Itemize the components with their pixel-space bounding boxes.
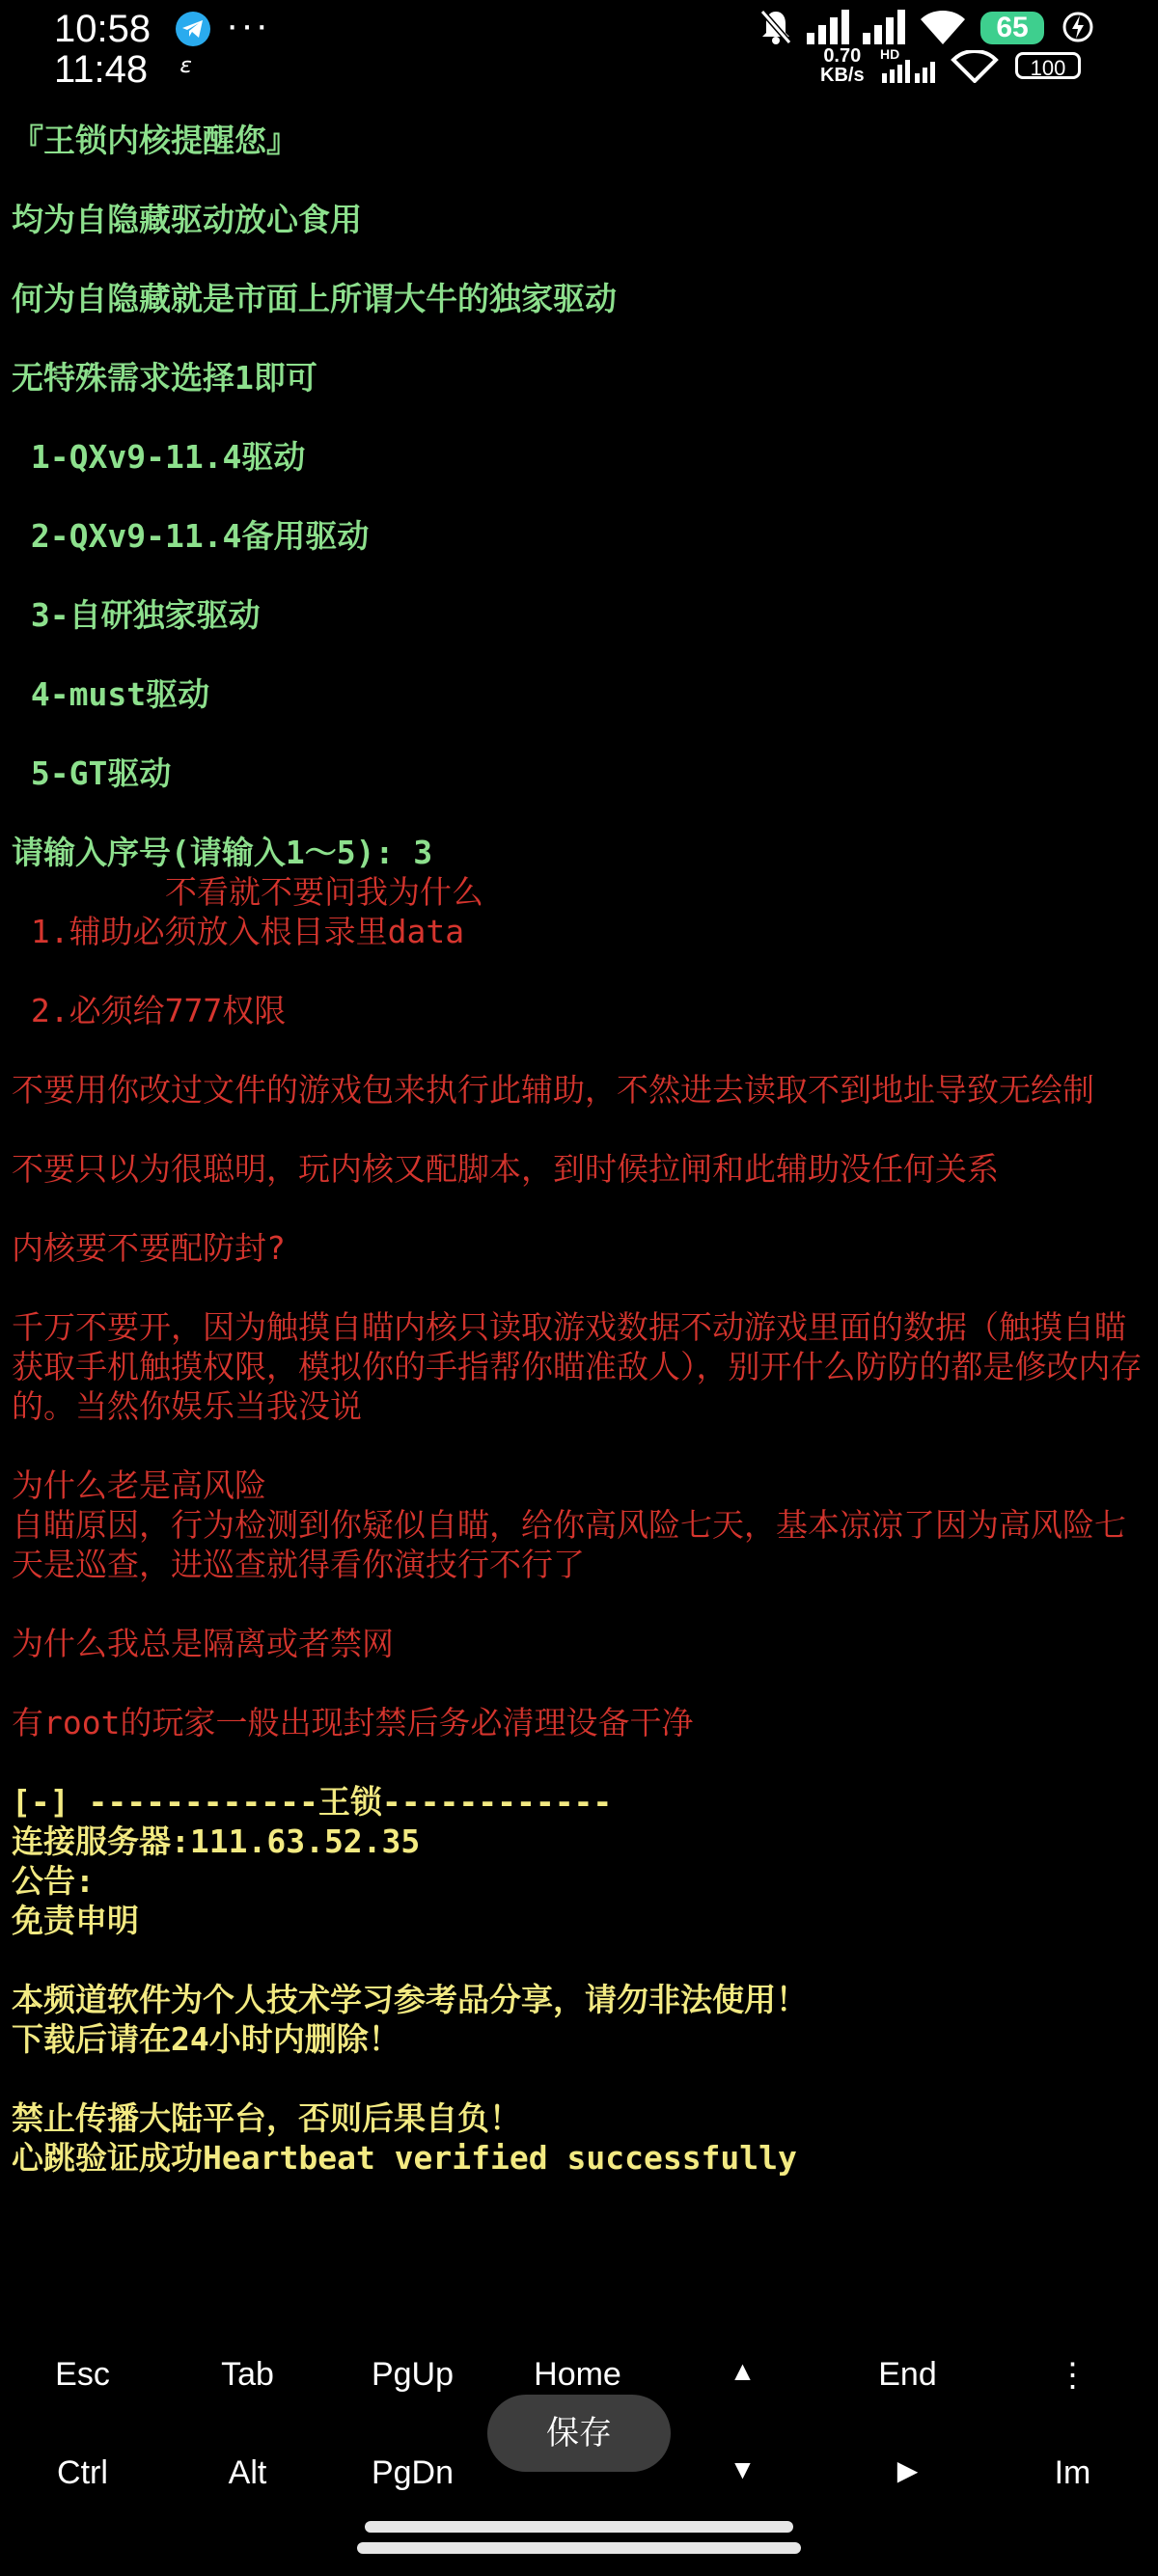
- terminal-line: [12, 635, 1150, 674]
- key-ctrl[interactable]: Ctrl: [57, 2454, 108, 2491]
- key-right-arrow-icon[interactable]: ▶: [896, 2455, 919, 2485]
- terminal-line: [12, 1030, 1150, 1070]
- terminal-line: 2.必须给777权限: [12, 992, 287, 1029]
- hd-label: HD: [880, 46, 900, 62]
- terminal-line: 2-QXv9-11.4备用驱动: [12, 517, 370, 555]
- terminal-line: [12, 1584, 1150, 1624]
- key-pgup[interactable]: PgUp: [371, 2356, 455, 2393]
- charging-icon: [1062, 8, 1094, 46]
- terminal-line: [12, 318, 1150, 358]
- terminal-line: 为什么我总是隔离或者禁网: [12, 1625, 394, 1662]
- terminal-line: 何为自隐藏就是市面上所谓大牛的独家驱动: [12, 280, 617, 317]
- terminal-line: 4-must驱动: [12, 675, 210, 713]
- terminal-output[interactable]: [12, 121, 1150, 2178]
- terminal-line: [12, 1426, 1150, 1466]
- home-indicator[interactable]: [357, 2542, 801, 2554]
- terminal-line: [12, 1189, 1150, 1228]
- terminal-line: 千万不要开，因为触摸自瞄内核只读取游戏数据不动游戏里面的数据（触摸自瞄获取手机触摸权限，模拟你的手指帮你瞄准敌人），别开什么防防的都是修改内存的。当然你娱乐当我没说: [12, 1308, 1143, 1425]
- terminal-line: [12, 1110, 1150, 1149]
- notification-icon: ɛ: [179, 54, 193, 78]
- terminal-line: [12, 477, 1150, 516]
- terminal-line: [12, 2059, 1150, 2098]
- terminal-line: 内核要不要配防封?: [12, 1229, 286, 1267]
- terminal-line: [12, 1940, 1150, 1980]
- terminal-line: 『王锁内核提醒您』: [12, 122, 298, 159]
- battery-indicator-secondary: 100: [1015, 52, 1081, 79]
- more-icon: ···: [226, 4, 270, 46]
- status-time: 10:58: [54, 8, 152, 50]
- terminal-line: [12, 556, 1150, 595]
- terminal-line: [12, 160, 1150, 200]
- terminal-line: [12, 793, 1150, 833]
- terminal-line: 下载后请在24小时内删除！: [12, 2020, 400, 2058]
- save-button[interactable]: 保存: [487, 2395, 671, 2472]
- extra-keys-bar: [0, 2325, 1158, 2537]
- mute-icon: [758, 8, 793, 46]
- terminal-line: 1.辅助必须放入根目录里data: [12, 913, 465, 950]
- terminal-line: 1-QXv9-11.4驱动: [12, 438, 306, 476]
- terminal-line: [12, 239, 1150, 279]
- signal-icon-2: [861, 8, 907, 46]
- terminal-line: 无特殊需求选择1即可: [12, 359, 317, 397]
- terminal-line: 为什么老是高风险: [12, 1466, 266, 1504]
- key-esc[interactable]: Esc: [55, 2356, 110, 2393]
- terminal-line: [12, 397, 1150, 437]
- terminal-line: 免责申明: [12, 1902, 139, 1939]
- key-up-arrow-icon[interactable]: ▲: [729, 2356, 757, 2386]
- scroll-indicator: [365, 2521, 793, 2533]
- status-time-secondary: 11:48: [54, 48, 149, 91]
- terminal-line: 不看就不要问我为什么: [12, 873, 483, 911]
- terminal-line: [12, 1268, 1150, 1307]
- key-pgdn[interactable]: PgDn: [371, 2454, 455, 2491]
- terminal-line: [12, 1663, 1150, 1703]
- telegram-icon: [176, 12, 210, 46]
- terminal-line: 本频道软件为个人技术学习参考品分享，请勿非法使用！: [12, 1981, 808, 2018]
- terminal-line: 3-自研独家驱动: [12, 596, 261, 634]
- signal-icon: [805, 8, 851, 46]
- terminal-line: 均为自隐藏驱动放心食用: [12, 201, 362, 238]
- key-tab[interactable]: Tab: [221, 2356, 274, 2393]
- key-home[interactable]: Home: [534, 2356, 621, 2393]
- key-alt[interactable]: Alt: [228, 2454, 267, 2491]
- network-speed: 0.70 KB/s: [820, 45, 865, 86]
- terminal-line: [12, 951, 1150, 991]
- terminal-line: 心跳验证成功Heartbeat verified successfully: [12, 2139, 797, 2177]
- terminal-line: 自瞄原因，行为检测到你疑似自瞄，给你高风险七天，基本凉凉了因为高风险七天是巡查，进巡查就得看你演技行不行了: [12, 1506, 1126, 1583]
- terminal-line: 不要用你改过文件的游戏包来执行此辅助，不然进去读取不到地址导致无绘制: [12, 1071, 1094, 1109]
- key-end[interactable]: End: [878, 2356, 937, 2393]
- battery-indicator: 65: [980, 12, 1044, 44]
- terminal-line: 5-GT驱动: [12, 754, 172, 792]
- terminal-line: [-] ------------王锁------------: [12, 1783, 613, 1821]
- terminal-line: 有root的玩家一般出现封禁后务必清理设备干净: [12, 1704, 694, 1741]
- key-im[interactable]: Im: [1054, 2454, 1091, 2491]
- terminal-line: 公告:: [12, 1862, 95, 1900]
- signal-small-icon: [880, 58, 938, 83]
- wifi-small-icon: [950, 50, 1000, 83]
- wifi-icon: [919, 8, 967, 46]
- status-bar: [0, 0, 1158, 96]
- key-more-icon[interactable]: ⋮: [1056, 2357, 1089, 2394]
- terminal-line: 请输入序号(请输入1～5): 3: [12, 834, 433, 871]
- terminal-line: 连接服务器:111.63.52.35: [12, 1822, 421, 1860]
- key-down-arrow-icon[interactable]: ▼: [729, 2454, 757, 2484]
- terminal-line: 不要只以为很聪明，玩内核又配脚本，到时候拉闸和此辅助没任何关系: [12, 1150, 999, 1188]
- terminal-line: [12, 1742, 1150, 1782]
- terminal-line: 禁止传播大陆平台，否则后果自负！: [12, 2099, 521, 2137]
- terminal-line: [12, 714, 1150, 754]
